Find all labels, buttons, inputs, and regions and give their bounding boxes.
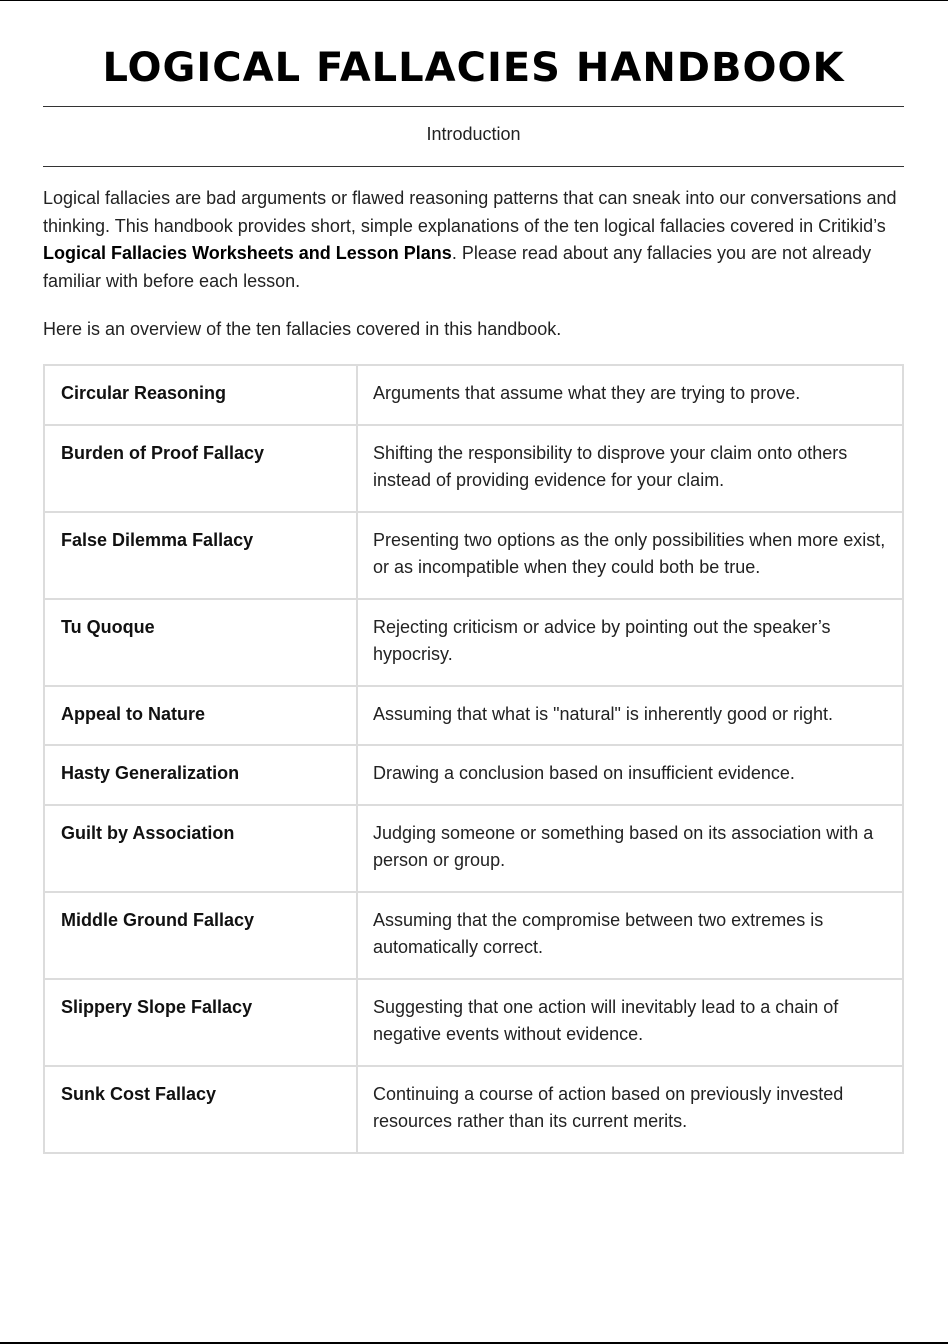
page-title: LOGICAL FALLACIES HANDBOOK xyxy=(102,45,845,91)
fallacy-name: Sunk Cost Fallacy xyxy=(44,1066,357,1153)
fallacy-name: Tu Quoque xyxy=(44,599,357,686)
fallacy-name: Burden of Proof Fallacy xyxy=(44,425,357,512)
intro-paragraph xyxy=(43,185,904,295)
table-row xyxy=(44,745,903,805)
table-row xyxy=(44,512,903,599)
table-row xyxy=(44,599,903,686)
section-label: Introduction xyxy=(426,124,521,144)
table-row xyxy=(44,1066,903,1153)
intro-bold-title: Logical Fallacies Worksheets and Lesson Plans xyxy=(43,243,452,264)
section-divider xyxy=(43,166,904,167)
fallacy-description: Drawing a conclusion based on insufficient evidence. xyxy=(357,745,903,805)
overview-paragraph: Here is an overview of the ten fallacies covered in this handbook. xyxy=(43,319,562,339)
fallacy-description: Assuming that the compromise between two extremes is automatically correct. xyxy=(357,892,903,979)
intro-text-after: . Please read about any fallacies you are not already familiar with before each lesson. xyxy=(43,243,872,291)
page-top-edge xyxy=(0,0,948,1)
fallacy-description: Suggesting that one action will inevitably lead to a chain of negative events without evidence. xyxy=(357,979,903,1066)
table-row xyxy=(44,425,903,512)
fallacy-name: Guilt by Association xyxy=(44,805,357,892)
fallacy-name: Slippery Slope Fallacy xyxy=(44,979,357,1066)
intro-text-before: Logical fallacies are bad arguments or flawed reasoning patterns that can sneak into our conversations and thinking. This handbook provides short, simple explanations of the ten logical fallacies covered in Critikid’s xyxy=(43,188,897,236)
fallacy-description: Continuing a course of action based on previously invested resources rather than its current merits. xyxy=(357,1066,903,1153)
title-divider xyxy=(43,106,904,107)
table-row xyxy=(44,805,903,892)
fallacy-description: Shifting the responsibility to disprove your claim onto others instead of providing evidence for your claim. xyxy=(357,425,903,512)
fallacy-description: Assuming that what is "natural" is inherently good or right. xyxy=(357,686,903,746)
fallacy-description: Rejecting criticism or advice by pointing out the speaker’s hypocrisy. xyxy=(357,599,903,686)
fallacy-name: Appeal to Nature xyxy=(44,686,357,746)
table-row xyxy=(44,365,903,425)
table-row xyxy=(44,892,903,979)
fallacy-description: Arguments that assume what they are trying to prove. xyxy=(357,365,903,425)
fallacy-name: Circular Reasoning xyxy=(44,365,357,425)
fallacy-description: Judging someone or something based on its association with a person or group. xyxy=(357,805,903,892)
fallacies-table xyxy=(43,364,904,1154)
fallacy-name: False Dilemma Fallacy xyxy=(44,512,357,599)
table-row xyxy=(44,686,903,746)
fallacy-description: Presenting two options as the only possibilities when more exist, or as incompatible when they could both be true. xyxy=(357,512,903,599)
fallacy-name: Middle Ground Fallacy xyxy=(44,892,357,979)
fallacy-name: Hasty Generalization xyxy=(44,745,357,805)
table-row xyxy=(44,979,903,1066)
